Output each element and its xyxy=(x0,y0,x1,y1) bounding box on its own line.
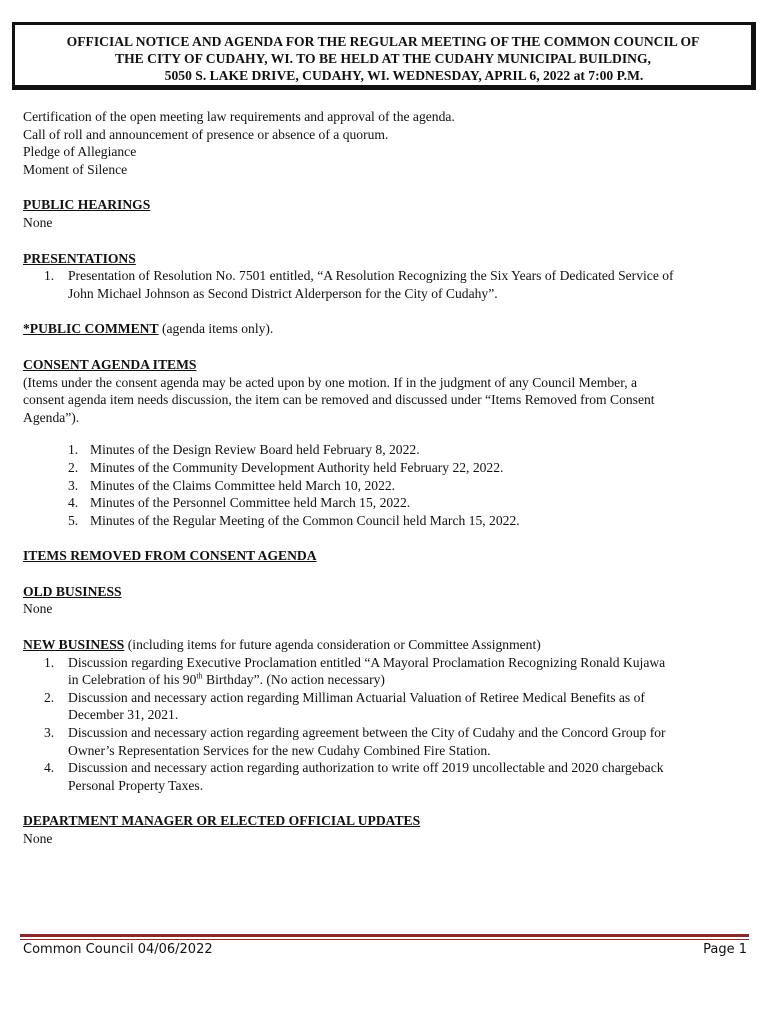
consent-item xyxy=(23,494,751,512)
item-text-part: in Celebration of his 90 xyxy=(68,672,197,688)
presentation-item xyxy=(23,267,751,302)
public-hearings-heading: PUBLIC HEARINGS xyxy=(23,197,151,213)
item-text-line: Presentation of Resolution No. 7501 entitled, “A Resolution Recognizing the Six Years of Dedicated Service of xyxy=(68,268,674,284)
item-text-part: Birthday”. (No action necessary) xyxy=(202,672,385,688)
ordinal-suffix: th xyxy=(196,671,203,681)
footer-rule xyxy=(20,934,749,937)
item-text-line: Personal Property Taxes. xyxy=(68,777,204,793)
consent-item xyxy=(23,477,751,495)
item-number: 4. xyxy=(44,760,55,776)
consent-intro-line: (Items under the consent agenda may be acted upon by one motion. If in the judgment of any Council Member, a xyxy=(23,374,638,390)
page-footer xyxy=(23,942,747,957)
public-comment-heading: *PUBLIC COMMENT xyxy=(23,321,159,337)
item-text: Minutes of the Design Review Board held February 8, 2022. xyxy=(90,442,420,458)
item-number: 3. xyxy=(68,477,79,493)
public-comment xyxy=(23,320,751,338)
item-text-line: Discussion and necessary action regarding Milliman Actuarial Valuation of Retiree Medical Benefits as of xyxy=(68,689,645,705)
new-business-item xyxy=(23,759,751,794)
new-business-item xyxy=(23,654,751,689)
item-number: 1. xyxy=(44,654,55,670)
new-business-item xyxy=(23,724,751,759)
consent-intro-line: consent agenda item needs discussion, the item can be removed and discussed under “Items Removed from Consent xyxy=(23,392,655,408)
footer-meeting-date: Common Council 04/06/2022 xyxy=(23,942,213,957)
items-removed-heading: ITEMS REMOVED FROM CONSENT AGENDA xyxy=(23,548,317,564)
public-comment-note: (agenda items only). xyxy=(158,321,274,337)
item-number: 2. xyxy=(44,689,55,705)
agenda-body xyxy=(23,108,751,848)
opening-item: Pledge of Allegiance xyxy=(23,144,137,160)
dept-updates-body: None xyxy=(23,831,53,846)
item-number: 1. xyxy=(44,268,55,284)
item-text: Minutes of the Regular Meeting of the Common Council held March 15, 2022. xyxy=(90,512,520,528)
item-number: 1. xyxy=(68,442,79,458)
item-number: 5. xyxy=(68,512,79,528)
opening-item: Moment of Silence xyxy=(23,161,128,177)
opening-item: Call of roll and announcement of presence or absence of a quorum. xyxy=(23,126,389,142)
new-business xyxy=(23,636,751,654)
consent-intro-line: Agenda”). xyxy=(23,409,80,425)
item-text-line: December 31, 2021. xyxy=(68,707,179,723)
old-business-body: None xyxy=(23,601,53,617)
new-business-note: (including items for future agenda consideration or Committee Assignment) xyxy=(124,637,541,653)
public-hearings-body: None xyxy=(23,214,53,230)
opening-item: Certification of the open meeting law requirements and approval of the agenda. xyxy=(23,109,455,124)
item-text-line: Discussion and necessary action regarding authorization to write off 2019 uncollectable and 2020 chargeback xyxy=(68,760,664,776)
consent-item xyxy=(23,459,751,477)
consent-item xyxy=(23,512,751,530)
agenda-header-box xyxy=(12,22,756,90)
header-line-2: THE CITY OF CUDAHY, WI. TO BE HELD AT THE CUDAHY MUNICIPAL BUILDING, xyxy=(115,51,651,66)
footer-rule-thin xyxy=(20,939,749,940)
item-text: Minutes of the Personnel Committee held March 15, 2022. xyxy=(90,495,411,511)
header-line-1: OFFICIAL NOTICE AND AGENDA FOR THE REGULAR MEETING OF THE COMMON COUNCIL OF xyxy=(66,34,700,49)
footer-page-number: Page 1 xyxy=(703,942,747,957)
consent-item xyxy=(23,441,751,459)
item-text-line: John Michael Johnson as Second District Alderperson for the City of Cudahy”. xyxy=(68,285,498,301)
item-text-line: Discussion regarding Executive Proclamation entitled “A Mayoral Proclamation Recognizing Ronald Kujawa xyxy=(68,654,666,670)
item-number: 4. xyxy=(68,495,79,511)
old-business-heading: OLD BUSINESS xyxy=(23,583,122,599)
item-text-line: Discussion and necessary action regarding agreement between the City of Cudahy and the Concord Group for xyxy=(68,725,666,741)
item-number: 2. xyxy=(68,459,79,475)
consent-agenda-heading: CONSENT AGENDA ITEMS xyxy=(23,356,197,372)
new-business-heading: NEW BUSINESS xyxy=(23,637,125,653)
new-business-item xyxy=(23,689,751,724)
item-text: Minutes of the Community Development Authority held February 22, 2022. xyxy=(90,459,504,475)
dept-updates-heading: DEPARTMENT MANAGER OR ELECTED OFFICIAL UPDATES xyxy=(23,813,421,829)
item-text-line xyxy=(68,671,751,689)
header-line-3: 5050 S. LAKE DRIVE, CUDAHY, WI. WEDNESDAY, APRIL 6, 2022 at 7:00 P.M. xyxy=(164,68,644,83)
item-text-line: Owner’s Representation Services for the new Cudahy Combined Fire Station. xyxy=(68,742,491,758)
item-number: 3. xyxy=(44,725,55,741)
item-text: Minutes of the Claims Committee held March 10, 2022. xyxy=(90,477,396,493)
presentations-heading: PRESENTATIONS xyxy=(23,250,136,266)
